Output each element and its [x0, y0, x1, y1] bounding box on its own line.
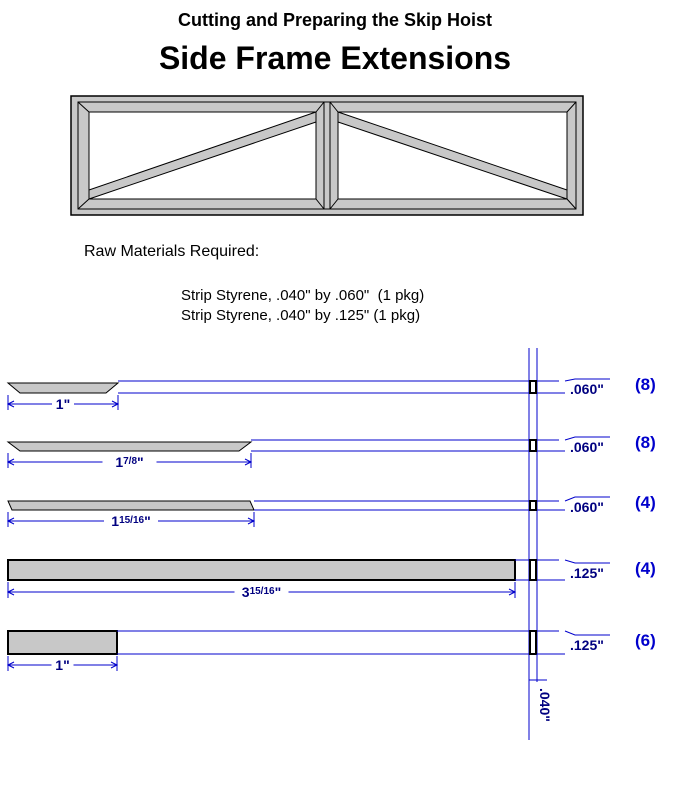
quantity-label: (4): [635, 559, 656, 578]
thickness-leader: [565, 560, 610, 563]
length-label: $3^{15/16}$": [241, 584, 282, 600]
material-item: Strip Styrene, .040" by .060" (1 pkg): [181, 287, 425, 304]
strip-cross-section: [530, 381, 536, 393]
material-item: Strip Styrene, .040" by .125" (1 pkg): [181, 307, 421, 324]
thickness-label: .125": [570, 565, 604, 581]
length-label: $1^{15/16}$": [111, 513, 151, 529]
strip-width-dimension: [529, 654, 553, 722]
length-label: 1": [55, 657, 70, 673]
strip-width-label: .040": [537, 688, 553, 722]
page-title: Side Frame Extensions: [158, 40, 512, 76]
thickness-leader: [565, 631, 610, 635]
length-label: $1^{7/8}$": [115, 454, 144, 470]
styrene-strip: [8, 442, 251, 451]
subtitle: Cutting and Preparing the Skip Hoist: [177, 10, 492, 30]
thickness-label: .125": [570, 637, 604, 653]
thickness-label: .060": [570, 499, 604, 515]
cut-piece-row: [8, 375, 656, 412]
quantity-label: (6): [635, 631, 656, 650]
quantity-label: (4): [635, 493, 656, 512]
styrene-strip: [8, 560, 515, 580]
cut-piece-row: [8, 433, 656, 470]
quantity-label: (8): [635, 433, 656, 452]
styrene-strip: [8, 631, 117, 654]
thickness-label: .060": [570, 381, 604, 397]
cut-piece-row: [8, 559, 656, 600]
strip-cross-section: [530, 631, 536, 654]
quantity-label: (8): [635, 375, 656, 394]
cut-piece-row: [8, 631, 656, 673]
length-label: 1": [55, 396, 71, 412]
materials-heading: Raw Materials Required:: [84, 243, 260, 260]
styrene-strip: [8, 501, 254, 510]
cut-piece-row: [8, 493, 656, 529]
strip-cross-section: [530, 501, 536, 510]
strip-cross-section: [530, 560, 536, 580]
strip-cross-section: [530, 440, 536, 451]
thickness-label: .060": [570, 439, 604, 455]
styrene-strip: [8, 383, 118, 393]
